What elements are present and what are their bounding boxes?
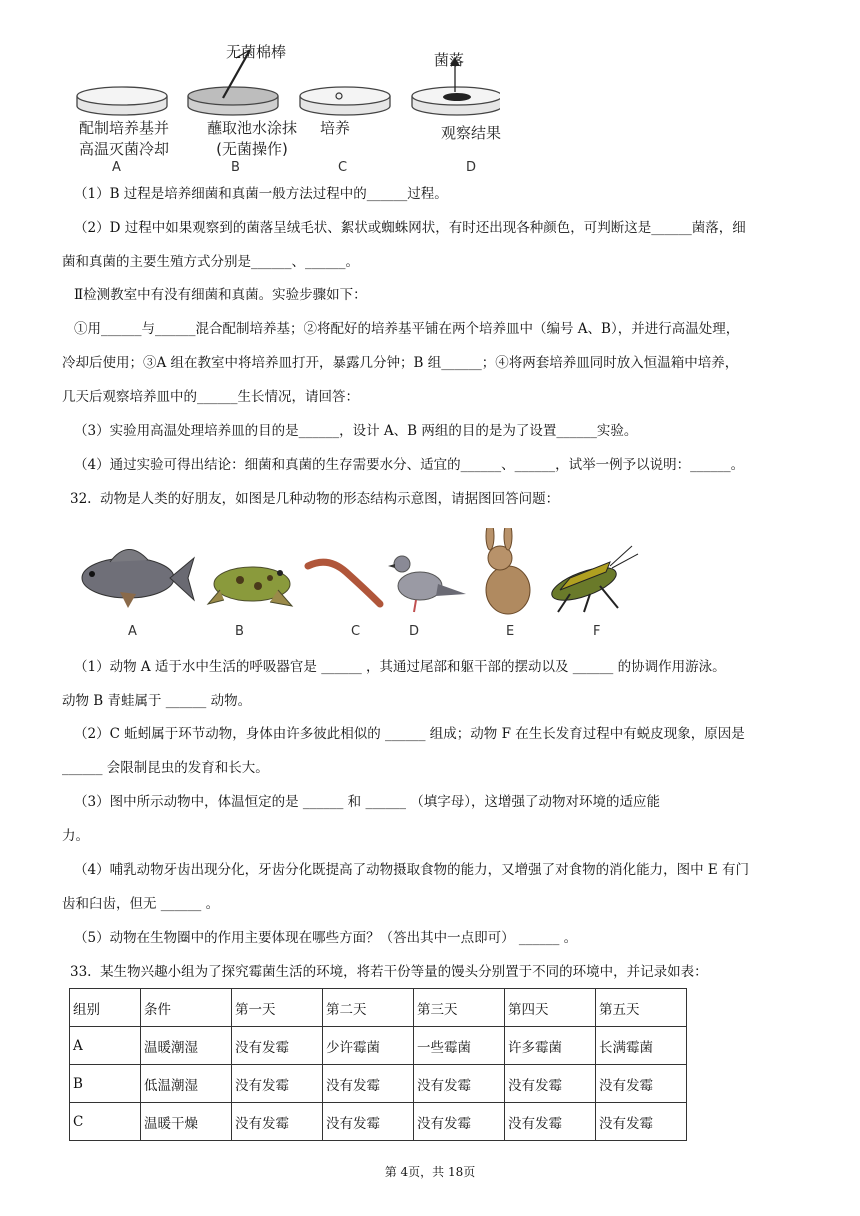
pigeon-icon: [388, 556, 466, 612]
q31-line-3: 菌和真菌的主要生殖方式分别是______、______。: [62, 254, 359, 270]
table-row: [70, 1065, 687, 1103]
step-b-label: 蘸取池水涂抹 (无菌操作): [206, 119, 297, 158]
table-cell: A: [70, 1027, 141, 1065]
page-footer: 第 4页，共 18页: [384, 1165, 476, 1179]
q32-line-4: ______ 会限制昆虫的发育和长大。: [62, 760, 269, 776]
animal-d-letter: D: [409, 624, 420, 639]
table-cell: 低温潮湿: [141, 1065, 232, 1103]
animals-figure: [70, 528, 650, 620]
q31-line-2: （2）D 过程中如果观察到的菌落呈绒毛状、絮状或蜘蛛网状，有时还出现各种颜色，可判断这是______菌落，细: [74, 220, 746, 236]
table-cell: 没有发霉: [505, 1103, 596, 1141]
table-cell: 没有发霉: [414, 1065, 505, 1103]
q32-line-1: （1）动物 A 适于水中生活的呼吸器官是 ______ ，其通过尾部和躯干部的摆动以及 ______ 的协调作用游泳。: [74, 659, 726, 675]
step-a-label: 配制培养基并 高温灭菌冷却: [78, 119, 169, 158]
q32-line-8: 齿和臼齿，但无 ______ 。: [62, 896, 220, 912]
mold-experiment-table: [69, 988, 687, 1141]
q33-stem-text: 某生物兴趣小组为了探究霉菌生活的环境，将若干份等量的馒头分别置于不同的环境中，并记录如表：: [100, 964, 708, 980]
table-cell: 没有发霉: [232, 1065, 323, 1103]
q32-stem: [70, 489, 559, 509]
table-cell: 没有发霉: [505, 1065, 596, 1103]
table-cell: 没有发霉: [414, 1103, 505, 1141]
table-header-cell: 第四天: [505, 989, 596, 1027]
table-cell: 没有发霉: [323, 1103, 414, 1141]
table-header-cell: 条件: [141, 989, 232, 1027]
table-cell: 一些霉菌: [414, 1027, 505, 1065]
q32-number: 32.: [70, 491, 92, 507]
dish-c: [300, 87, 390, 115]
q32-line-5: （3）图中所示动物中，体温恒定的是 ______ 和 ______ （填字母），这增强了动物对环境的适应能: [74, 794, 661, 810]
colony-label: 菌落: [434, 51, 465, 69]
animal-b-letter: B: [235, 624, 244, 639]
table-cell: 没有发霉: [232, 1027, 323, 1065]
table-cell: 没有发霉: [596, 1103, 687, 1141]
table-cell: 长满霉菌: [596, 1027, 687, 1065]
colony-icon: [443, 93, 471, 101]
table-header-cell: 第二天: [323, 989, 414, 1027]
q31-line-5: ①用______与______混合配制培养基；②将配好的培养基平铺在两个培养皿中（编号 A、B），并进行高温处理，: [74, 321, 740, 337]
table-header-cell: 第一天: [232, 989, 323, 1027]
table-header-cell: 第三天: [414, 989, 505, 1027]
animal-a-letter: A: [128, 624, 137, 639]
q33-stem: [70, 962, 708, 982]
q33-number: 33.: [70, 964, 92, 980]
step-d-label: 观察结果: [440, 124, 501, 142]
q31-line-9: （4）通过实验可得出结论：细菌和真菌的生存需要水分、适宜的______、______，试举一例予以说明：______。: [74, 457, 745, 473]
q32-line-2: 动物 B 青蛙属于 ______ 动物。: [62, 693, 252, 709]
table-header-cell: 组别: [70, 989, 141, 1027]
q32-line-3: （2）C 蚯蚓属于环节动物，身体由许多彼此相似的 ______ 组成；动物 F 在生长发育过程中有蜕皮现象，原因是: [74, 726, 745, 742]
table-row: [70, 1103, 687, 1141]
frog-icon: [208, 567, 292, 606]
rabbit-icon: [486, 528, 530, 614]
q32-line-6: 力。: [62, 828, 89, 844]
animal-e-letter: E: [506, 624, 515, 639]
fish-icon: [82, 549, 194, 608]
animal-f-letter: F: [593, 624, 601, 639]
q32-line-9: （5）动物在生物圈中的作用主要体现在哪些方面？（答出其中一点即可） ______ 。: [74, 930, 578, 946]
step-c-label: 培养: [319, 119, 350, 137]
table-cell: 温暖潮湿: [141, 1027, 232, 1065]
step-b-letter: B: [231, 160, 240, 175]
earthworm-icon: [308, 562, 380, 604]
q31-line-7: 几天后观察培养皿中的______生长情况，请回答：: [62, 389, 359, 405]
q31-line-4: Ⅱ检测教室中有没有细菌和真菌。实验步骤如下：: [74, 287, 367, 303]
step-a-letter: A: [112, 160, 121, 175]
table-header-row: [70, 989, 687, 1027]
table-cell: 没有发霉: [596, 1065, 687, 1103]
step-d-letter: D: [466, 160, 477, 175]
table-header-cell: 第五天: [596, 989, 687, 1027]
swab-label: 无菌棉棒: [226, 43, 287, 61]
table-cell: 少许霉菌: [323, 1027, 414, 1065]
table-cell: 没有发霉: [232, 1103, 323, 1141]
q31-line-1: （1）B 过程是培养细菌和真菌一般方法过程中的______过程。: [74, 186, 448, 202]
q32-line-7: （4）哺乳动物牙齿出现分化，牙齿分化既提高了动物摄取食物的能力，又增强了对食物的消化能力，图中 E 有门: [74, 862, 750, 878]
table-cell: 温暖干燥: [141, 1103, 232, 1141]
table-cell: C: [70, 1103, 141, 1141]
table-cell: B: [70, 1065, 141, 1103]
table-cell: 许多霉菌: [505, 1027, 596, 1065]
grasshopper-icon: [548, 546, 638, 612]
dish-a: [77, 87, 167, 115]
q31-line-6: 冷却后使用；③A 组在教室中将培养皿打开，暴露几分钟；B 组______；④将两套培养皿同时放入恒温箱中培养，: [62, 355, 739, 371]
animal-c-letter: C: [351, 624, 361, 639]
q32-stem-text: 动物是人类的好朋友，如图是几种动物的形态结构示意图，请据图回答问题：: [100, 491, 560, 507]
table-row: [70, 1027, 687, 1065]
table-cell: 没有发霉: [323, 1065, 414, 1103]
q31-line-8: （3）实验用高温处理培养皿的目的是______，设计 A、B 两组的目的是为了设置______实验。: [74, 423, 638, 439]
step-c-letter: C: [338, 160, 348, 175]
